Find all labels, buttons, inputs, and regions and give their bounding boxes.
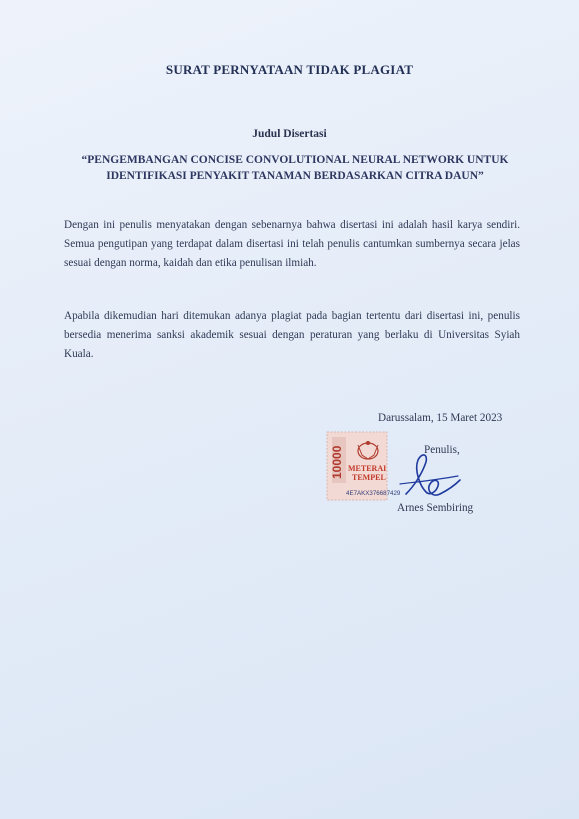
- stamp-serial: 4E7AKX376687429: [346, 490, 401, 497]
- thesis-title-line-2: IDENTIFIKASI PENYAKIT TANAMAN BERDASARKAN CITRA DAUN”: [106, 170, 484, 182]
- signature: [396, 446, 466, 506]
- sanction-paragraph: Apabila dikemudian hari ditemukan adanya plagiat pada bagian tertentu dari disertasi ini, penulis bersedia menerima sanksi akademik sesuai dengan peraturan yang berlaku di Universitas Syiah Kuala.: [64, 310, 520, 360]
- statement-paragraph: Dengan ini penulis menyatakan dengan sebenarnya bahwa disertasi ini adalah hasil karya sendiri. Semua pengutipan yang terdapat dalam disertasi ini telah penulis cantumkan sumbernya secara jelas sesuai dengan norma, kaidah dan etika penulisan ilmiah.: [64, 219, 520, 269]
- stamp-label-2: TEMPEL: [352, 473, 386, 482]
- place-date: Darussalam, 15 Maret 2023: [378, 412, 503, 424]
- thesis-title: [60, 152, 530, 184]
- author-label: Penulis,: [424, 444, 460, 456]
- thesis-title-line-1: “PENGEMBANGAN CONCISE CONVOLUTIONAL NEURAL NETWORK UNTUK: [81, 154, 509, 166]
- stamp-amount: 10000: [330, 445, 344, 479]
- document-title: SURAT PERNYATAAN TIDAK PLAGIAT: [165, 62, 414, 77]
- author-name: Arnes Sembiring: [397, 502, 474, 514]
- document-subtitle: Judul Disertasi: [252, 128, 327, 140]
- stamp-label-1: METERAI: [348, 464, 387, 473]
